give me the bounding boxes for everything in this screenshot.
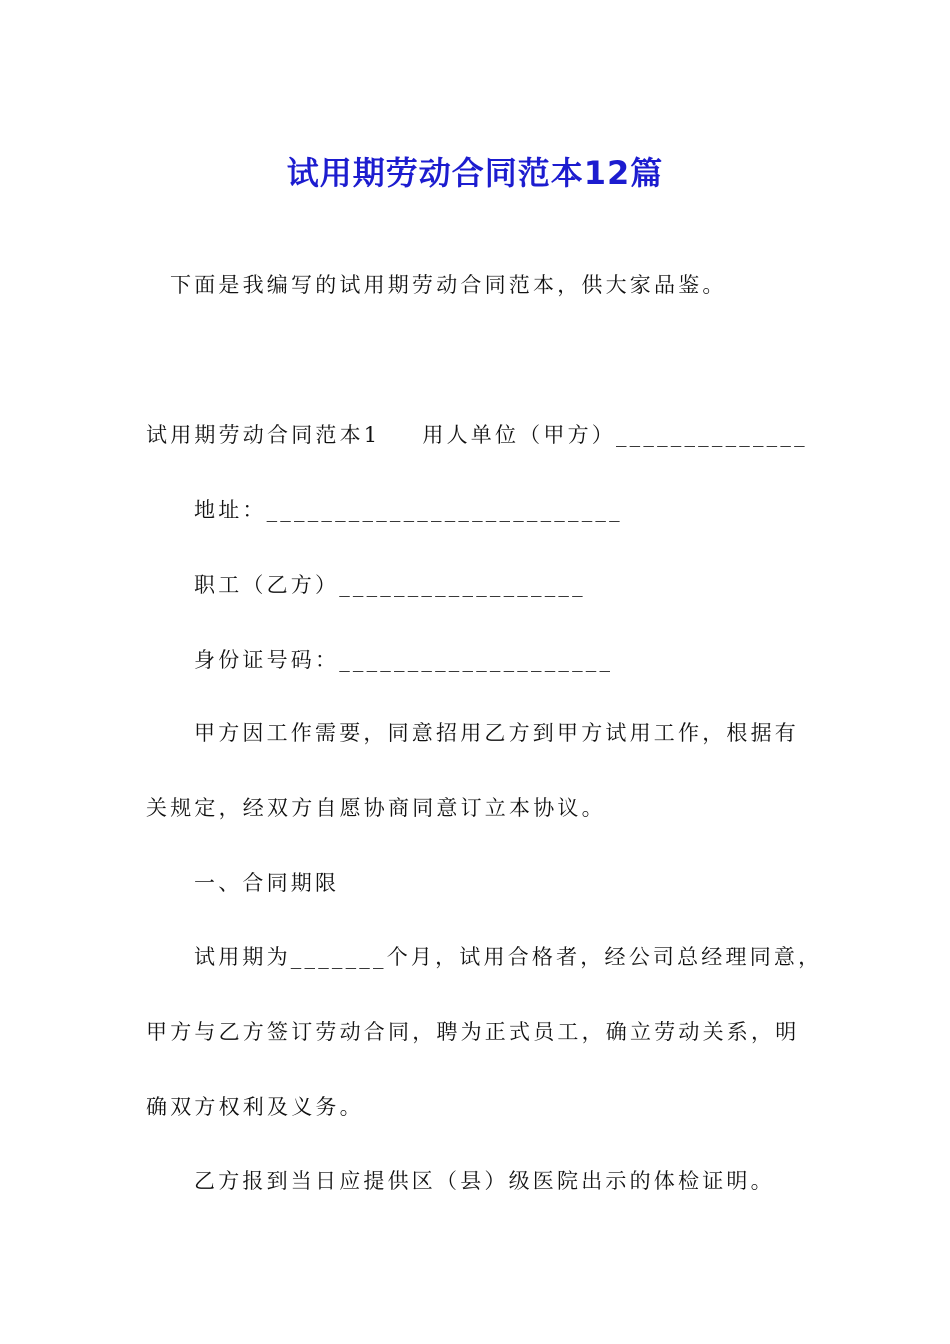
section-heading: 试用期劳动合同范本1: [146, 423, 381, 447]
paragraph-1-line-2: 关规定，经双方自愿协商同意订立本协议。: [146, 796, 606, 820]
paragraph-3-line-1: 乙方报到当日应提供区（县）级医院出示的体检证明。: [194, 1169, 775, 1193]
section-heading-line: [146, 420, 808, 450]
id-number-field: 身份证号码：____________________: [194, 648, 614, 672]
intro-text: 下面是我编写的试用期劳动合同范本，供大家品鉴。: [170, 273, 727, 297]
clause-1-heading: 一、合同期限: [194, 871, 340, 895]
paragraph-2-line-1: 试用期为_______个月，试用合格者，经公司总经理同意，: [194, 945, 823, 969]
paragraph-2-line-2: 甲方与乙方签订劳动合同，聘为正式员工，确立劳动关系，明: [146, 1020, 800, 1044]
page-title: 试用期劳动合同范本12篇: [286, 154, 664, 193]
paragraph-2-line-3: 确双方权利及义务。: [146, 1095, 364, 1119]
employee-field: 职工（乙方）__________________: [194, 573, 586, 597]
paragraph-1-line-1: 甲方因工作需要，同意招用乙方到甲方试用工作，根据有: [194, 721, 799, 745]
address-field: 地址：__________________________: [194, 498, 623, 522]
employer-field: 用人单位（甲方）______________: [422, 423, 808, 447]
